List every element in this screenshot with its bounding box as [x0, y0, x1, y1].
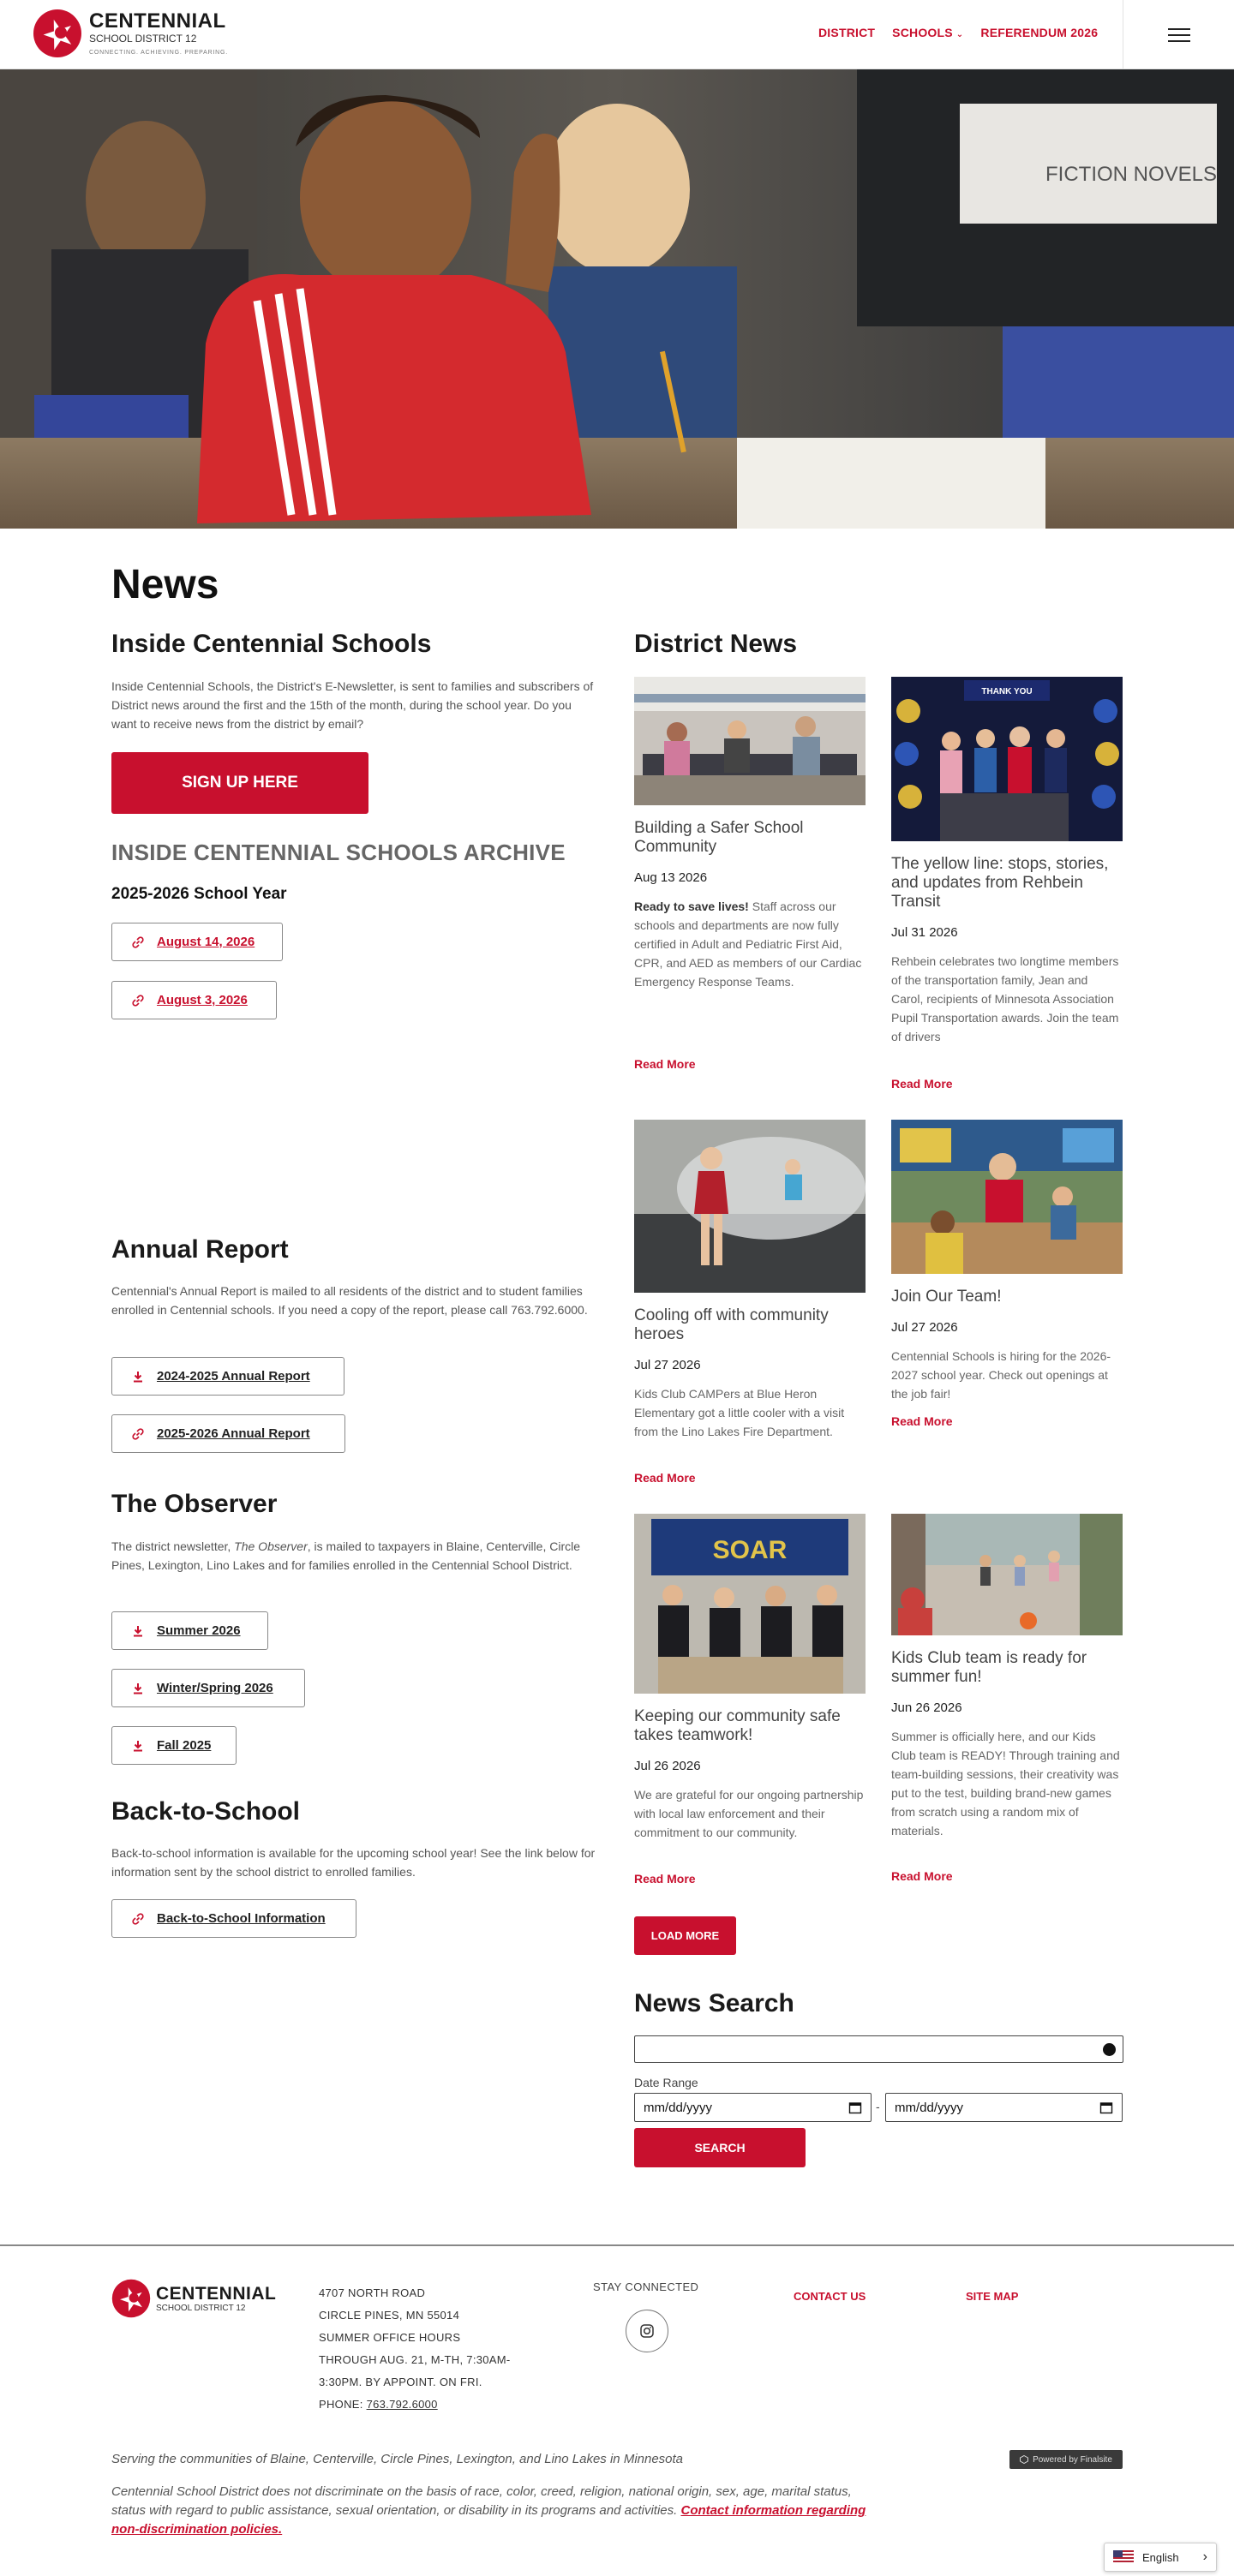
powered-by-badge[interactable]: [1009, 2450, 1123, 2469]
news-card[interactable]: [634, 677, 866, 991]
news-card-desc: Kids Club CAMPers at Blue Heron Elementary got a little cooler with a visit from the Lino Lakes Fire Department.: [634, 1387, 845, 1438]
search-button[interactable]: SEARCH: [634, 2128, 806, 2167]
news-card[interactable]: [891, 677, 1123, 1046]
district-news-heading: District News: [634, 630, 798, 658]
us-flag-icon: [1113, 2550, 1134, 2564]
read-more-link[interactable]: Read More: [891, 1869, 953, 1883]
hamburger-icon: [1168, 28, 1190, 42]
language-label: English: [1142, 2550, 1179, 2564]
footer-address: [319, 2282, 511, 2416]
observer-link-label: Summer 2026: [157, 1623, 241, 1638]
footer-logo[interactable]: [111, 2279, 276, 2318]
news-card[interactable]: [634, 1514, 866, 1842]
page-title: News: [111, 562, 219, 607]
news-card[interactable]: [891, 1120, 1123, 1403]
start-date-input[interactable]: [634, 2093, 872, 2122]
news-card-image: [891, 1120, 1123, 1274]
archive-link-label: August 14, 2026: [157, 935, 255, 949]
footer-logo-subtitle: SCHOOL DISTRICT 12: [156, 2303, 246, 2313]
site-logo[interactable]: [33, 9, 228, 58]
finalsite-icon: [1020, 2455, 1028, 2464]
news-card-desc: Centennial Schools is hiring for the 2026-2027 school year. Check out openings at the job fair!: [891, 1349, 1111, 1401]
footer-logo-title: CENTENNIAL: [156, 2283, 277, 2304]
news-card-date: Jul 27 2026: [891, 1320, 958, 1335]
phone-line: [319, 2394, 511, 2416]
observer-text: [111, 1537, 600, 1575]
news-card-date: Jul 31 2026: [891, 925, 958, 940]
end-date-input[interactable]: [885, 2093, 1123, 2122]
annual-report-label: 2024-2025 Annual Report: [157, 1369, 310, 1384]
logo-subtitle: SCHOOL DISTRICT 12: [89, 33, 197, 45]
news-card-image: [634, 1514, 866, 1694]
news-card-title[interactable]: Keeping our community safe takes teamwork!: [634, 1707, 841, 1744]
observer-text-pre: The district newsletter,: [111, 1539, 235, 1553]
archive-link-aug-3[interactable]: [111, 981, 277, 1019]
footer-divider: [0, 2244, 1234, 2246]
address-line: SUMMER OFFICE HOURS: [319, 2331, 461, 2344]
observer-text-title: The Observer: [234, 1539, 308, 1553]
news-card-image: [634, 677, 866, 805]
language-selector[interactable]: [1104, 2543, 1217, 2572]
archive-link-label: August 3, 2026: [157, 993, 248, 1007]
hero-photo: [0, 69, 1234, 529]
news-card-date: Jul 26 2026: [634, 1759, 701, 1773]
powered-by-text: Powered by Finalsite: [1033, 2454, 1112, 2465]
hero-library-sign: FICTION NOVELS: [1045, 163, 1218, 186]
download-icon: [131, 1624, 145, 1638]
news-card-title[interactable]: Building a Safer School Community: [634, 819, 804, 856]
back-to-school-link[interactable]: [111, 1899, 356, 1938]
chevron-right-icon: ›: [1202, 2549, 1207, 2564]
news-card-desc: [634, 897, 866, 991]
logo-tagline: CONNECTING. ACHIEVING. PREPARING.: [89, 50, 229, 56]
news-card-desc: We are grateful for our ongoing partnership with local law enforcement and their commitment to our community.: [634, 1788, 864, 1839]
logo-title: CENTENNIAL: [89, 9, 226, 33]
back-to-school-heading: Back-to-School: [111, 1797, 301, 1826]
address-line: THROUGH AUG. 21, M-TH, 7:30AM-: [319, 2353, 511, 2366]
news-card-image: [891, 1514, 1123, 1635]
annual-report-heading: Annual Report: [111, 1235, 289, 1264]
download-icon: [131, 1682, 145, 1695]
calendar-icon[interactable]: [848, 2101, 862, 2114]
read-more-link[interactable]: Read More: [634, 1471, 696, 1485]
nav-schools-label: SCHOOLS: [892, 26, 953, 39]
back-to-school-label: Back-to-School Information: [157, 1911, 326, 1926]
archive-year-heading: 2025-2026 School Year: [111, 885, 287, 903]
clear-icon[interactable]: [1103, 2043, 1116, 2056]
news-card-lead: Ready to save lives!: [634, 900, 749, 913]
news-card-desc: Summer is officially here, and our Kids Club team is READY! Through training and team-building sessions, their creativity was put to the test, building brand-new games from scratch using a random mix of materials.: [891, 1730, 1120, 1838]
annual-report-2024-link[interactable]: [111, 1357, 344, 1396]
news-card-title[interactable]: Join Our Team!: [891, 1288, 1002, 1306]
link-icon: [131, 1427, 145, 1441]
annual-report-2025-link[interactable]: [111, 1414, 345, 1453]
news-card-title[interactable]: The yellow line: stops, stories, and updates from Rehbein Transit: [891, 855, 1109, 911]
image-banner-text: THANK YOU: [981, 687, 1033, 696]
stay-connected-label: STAY CONNECTED: [593, 2280, 699, 2293]
read-more-link[interactable]: Read More: [634, 1057, 696, 1071]
newsletter-text: Inside Centennial Schools, the District's E-Newsletter, is sent to families and subscribers of District news around the first and the 15th of the month, during the school year. Do you want to receive news from the district by email?: [111, 679, 594, 731]
link-icon: [131, 994, 145, 1007]
news-card[interactable]: [891, 1514, 1123, 1840]
date-range-label: Date Range: [634, 2076, 698, 2089]
observer-heading: The Observer: [111, 1490, 278, 1518]
signup-button[interactable]: SIGN UP HERE: [111, 752, 368, 814]
newsletter-heading: Inside Centennial Schools: [111, 630, 432, 658]
archive-link-aug-14[interactable]: [111, 923, 283, 961]
nav-referendum[interactable]: REFERENDUM 2026: [980, 26, 1099, 39]
link-icon: [131, 1912, 145, 1926]
menu-button[interactable]: [1123, 0, 1234, 69]
observer-link-label: Fall 2025: [157, 1738, 212, 1753]
nav-schools[interactable]: [892, 26, 963, 39]
read-more-link[interactable]: Read More: [891, 1077, 953, 1091]
download-icon: [131, 1739, 145, 1753]
site-map-link[interactable]: SITE MAP: [966, 2290, 1019, 2303]
non-discrimination-text: [111, 2483, 883, 2539]
contact-us-link[interactable]: CONTACT US: [794, 2290, 866, 2303]
phone-link[interactable]: 763.792.6000: [366, 2398, 438, 2411]
news-card-desc: Rehbein celebrates two longtime members of the transportation family, Jean and Carol, recipients of Minnesota Association Pupil Transportation awards. Join the team of drivers: [891, 954, 1119, 1043]
address-line: CIRCLE PINES, MN 55014: [319, 2309, 460, 2322]
read-more-link[interactable]: Read More: [891, 1414, 953, 1428]
news-card-title[interactable]: Kids Club team is ready for summer fun!: [891, 1649, 1087, 1686]
address-line: 4707 NORTH ROAD: [319, 2286, 426, 2299]
start-date-placeholder: mm/dd/yyyy: [644, 2100, 713, 2115]
news-card[interactable]: [634, 1120, 866, 1441]
load-more-button[interactable]: LOAD MORE: [634, 1916, 736, 1955]
news-card-date: Aug 13 2026: [634, 870, 708, 885]
archive-heading: INSIDE CENTENNIAL SCHOOLS ARCHIVE: [111, 840, 566, 865]
calendar-icon[interactable]: [1099, 2101, 1113, 2114]
instagram-link[interactable]: [626, 2310, 668, 2352]
main-nav: [818, 26, 1098, 39]
non-discrimination-statement: Centennial School District does not discriminate on the basis of race, color, creed, religion, national origin, sex, age, marital status, status with regard to public assistance, sexual orientation, or disability in its programs and activities.: [111, 2484, 852, 2518]
end-date-placeholder: mm/dd/yyyy: [895, 2100, 964, 2115]
search-input[interactable]: [634, 2035, 1123, 2063]
address-line: 3:30PM. BY APPOINT. ON FRI.: [319, 2376, 482, 2388]
download-icon: [131, 1370, 145, 1384]
date-range-dash: -: [876, 2100, 880, 2113]
annual-report-text: Centennial's Annual Report is mailed to all residents of the district and to student families enrolled in Centennial schools. If you need a copy of the report, please call 763.792.6000.: [111, 1284, 588, 1317]
news-card-desc-text: Staff across our schools and departments are now fully certified in Adult and Pediatric First Aid, CPR, and AED as members of our Cardiac Emergency Response Teams.: [634, 900, 862, 989]
read-more-link[interactable]: Read More: [634, 1872, 696, 1886]
serving-text: Serving the communities of Blaine, Centerville, Circle Pines, Lexington, and Lino Lakes in Minnesota: [111, 2452, 684, 2466]
observer-link-label: Winter/Spring 2026: [157, 1681, 273, 1695]
news-card-image: [891, 677, 1123, 841]
observer-summer-link[interactable]: [111, 1611, 268, 1650]
observer-fall-link[interactable]: [111, 1726, 237, 1765]
news-card-title[interactable]: Cooling off with community heroes: [634, 1306, 829, 1343]
observer-winter-link[interactable]: [111, 1669, 305, 1707]
non-discrimination-link[interactable]: Contact information regarding non-discrimination policies.: [111, 2503, 866, 2537]
news-search-heading: News Search: [634, 1989, 794, 2017]
news-card-image: [634, 1120, 866, 1293]
site-header: [0, 0, 1234, 69]
news-card-date: Jun 26 2026: [891, 1700, 962, 1715]
image-banner-text: SOAR: [712, 1536, 788, 1564]
logo-star-icon: [111, 2279, 151, 2318]
hero-image: [0, 69, 1234, 529]
chevron-down-icon: ⌄: [955, 30, 964, 39]
observer-text-post: , is mailed to taxpayers in Blaine, Centerville, Circle Pines, Lexington, Lino Lakes and for families enrolled in the Centennial School District.: [111, 1539, 581, 1572]
nav-district[interactable]: DISTRICT: [818, 26, 876, 39]
back-to-school-text: Back-to-school information is available for the upcoming school year! See the link below for information sent by the school district to enrolled families.: [111, 1846, 596, 1879]
annual-report-label: 2025-2026 Annual Report: [157, 1426, 310, 1441]
instagram-icon: [639, 2323, 655, 2339]
logo-star-icon: [33, 9, 82, 58]
link-icon: [131, 935, 145, 949]
phone-label: PHONE:: [319, 2398, 367, 2411]
news-card-date: Jul 27 2026: [634, 1358, 701, 1372]
